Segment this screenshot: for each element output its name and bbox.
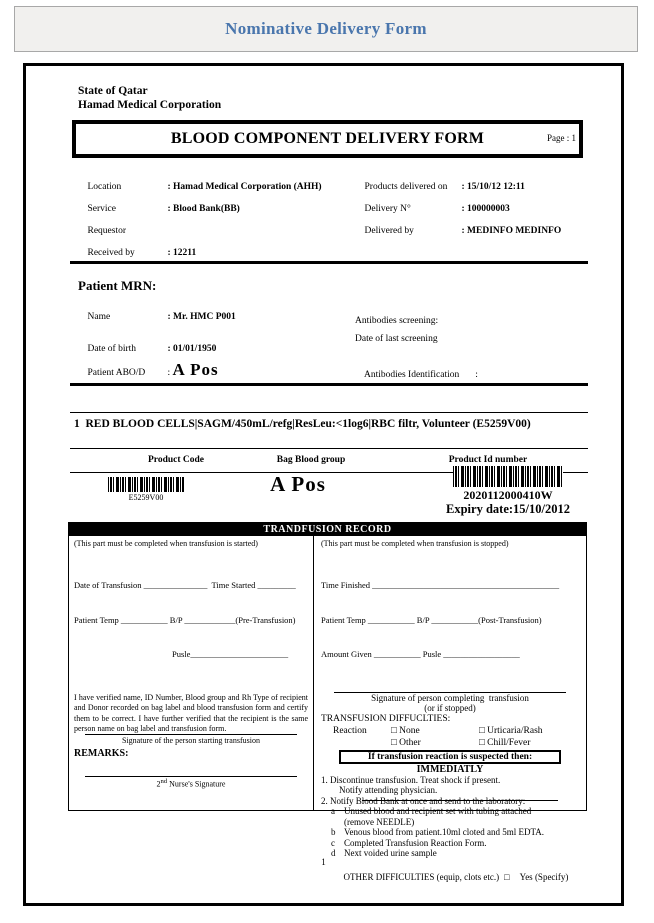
abo-label: Patient ABO/D bbox=[87, 368, 146, 378]
checkbox-icon: □ bbox=[479, 725, 485, 736]
step-2c-key: c bbox=[331, 837, 335, 848]
completing-signature-block bbox=[321, 692, 579, 713]
stop-field-row: Amount Given ___________ Pusle __________________ bbox=[321, 649, 520, 659]
immediately-label: IMMEDIATLY bbox=[416, 763, 484, 775]
product-id-barcode bbox=[453, 466, 563, 487]
delivered-on-value: : 15/10/12 12:11 bbox=[461, 182, 525, 192]
checkbox-icon: □ bbox=[504, 871, 510, 882]
suspected-reaction-box: If transfusion reaction is suspected then: bbox=[339, 750, 561, 764]
delivered-on-label: Products delivered on bbox=[364, 182, 448, 192]
document-page bbox=[23, 63, 624, 906]
transfusion-record-box bbox=[68, 522, 587, 882]
separator-line bbox=[70, 412, 588, 413]
checkbox-icon: □ bbox=[391, 725, 397, 736]
antibodies-id-label: Antibodies Identification bbox=[363, 370, 460, 380]
antibodies-id-colon: : bbox=[475, 370, 478, 380]
info-row-delivered-by bbox=[355, 216, 561, 246]
bag-blood-group-value: A Pos bbox=[270, 472, 326, 496]
step-2a-cont-text: (remove NEEDLE) bbox=[344, 816, 415, 827]
last-screening-label: Date of last screening bbox=[355, 334, 438, 344]
expiry-date: Expiry date:15/10/2012 bbox=[446, 502, 570, 516]
column-header-bag-blood-group: Bag Blood group bbox=[276, 455, 346, 465]
column-header-product-code: Product Code bbox=[147, 455, 205, 465]
stop-fields bbox=[321, 557, 579, 684]
option-none-label: None bbox=[399, 725, 420, 736]
step-1b: Notify attending physician. bbox=[339, 785, 438, 795]
transfusion-columns bbox=[69, 536, 586, 882]
reaction-steps bbox=[321, 775, 579, 859]
report-title-bar bbox=[14, 6, 638, 52]
product-id-value: 2020112000410W bbox=[463, 488, 553, 502]
option-urticaria-label: Urticaria/Rash bbox=[487, 725, 543, 736]
org-country: State of Qatar bbox=[78, 85, 148, 97]
requestor-label: Requestor bbox=[87, 226, 127, 236]
other-difficulties-line bbox=[362, 800, 558, 801]
verification-statement: I have verified name, ID Number, Blood group and Rh Type of recipient and Donor recorded on bag label and blood transfusion form and certify them to be correct. I have further verified that the recipient is the same person name on bag label and transfusion form. bbox=[74, 692, 308, 733]
stop-field-row: Time Finished ____________________________________________ bbox=[321, 580, 560, 590]
received-by-value: : 12211 bbox=[167, 248, 197, 258]
delivery-no-label: Delivery N° bbox=[364, 204, 411, 214]
step-2a-key: a bbox=[331, 806, 335, 816]
delivery-no-value: : 100000003 bbox=[461, 204, 510, 214]
start-field-row: Date of Transfusion _______________ Time Started _________ bbox=[74, 580, 296, 590]
start-field-row: Pusle_______________________ bbox=[172, 649, 289, 659]
step-2: 2. Notify Blood Bank at once and send to the laboratory: bbox=[321, 795, 526, 806]
sig2-number: 2 bbox=[156, 779, 161, 789]
column-header-product-id: Product Id number bbox=[448, 455, 528, 465]
completing-signature-label: Signature of person completing transfusion bbox=[371, 692, 529, 703]
option-other-label: Other bbox=[399, 737, 421, 748]
reaction-label: Reaction bbox=[333, 725, 367, 736]
difficulties-heading: TRANSFUSION DIFFUCLTIES: bbox=[321, 713, 451, 724]
name-value: : Mr. HMC P001 bbox=[167, 312, 236, 322]
patient-name-row bbox=[78, 302, 236, 332]
step-2a-text: Unused blood and recipient set with tubing attached bbox=[344, 806, 532, 816]
transfusion-start-column bbox=[69, 536, 314, 810]
organization-header bbox=[78, 84, 221, 112]
product-code-barcode bbox=[108, 477, 184, 492]
name-label: Name bbox=[87, 312, 111, 322]
step-2a-cont bbox=[331, 817, 579, 828]
step-2a-cont-key bbox=[331, 817, 344, 828]
dob-value: : 01/01/1950 bbox=[167, 344, 217, 354]
reaction-label-spacer bbox=[333, 738, 391, 748]
stop-field-row: Patient Temp ___________ B/P ___________(Post-Transfusion) bbox=[321, 614, 542, 625]
product-code-value: E5259V00 bbox=[128, 493, 164, 502]
report-title: Nominative Delivery Form bbox=[225, 19, 427, 38]
checkbox-icon: □ bbox=[479, 737, 485, 748]
page-number: 1 bbox=[321, 857, 326, 867]
step-2a bbox=[331, 806, 579, 817]
starting-signature-line: Signature of the person starting transfusion bbox=[85, 734, 297, 745]
separator-line bbox=[70, 383, 588, 386]
reaction-option-none bbox=[391, 726, 479, 736]
service-value: : Blood Bank(BB) bbox=[167, 204, 240, 214]
abo-colon: : bbox=[167, 368, 171, 378]
step-2d-key: d bbox=[331, 848, 336, 858]
location-label: Location bbox=[87, 182, 122, 192]
org-name: Hamad Medical Corporation bbox=[78, 99, 222, 111]
location-value: : Hamad Medical Corporation (AHH) bbox=[167, 182, 322, 192]
step-2d-text: Next voided urine sample bbox=[344, 848, 437, 858]
reaction-option-other bbox=[391, 738, 479, 748]
checkbox-icon: □ bbox=[391, 737, 397, 748]
step-2b-text: Venous blood from patient.10ml cloted and 5ml EDTA. bbox=[344, 827, 544, 837]
form-title-box bbox=[72, 120, 583, 158]
or-if-stopped-label: (or if stopped) bbox=[424, 702, 476, 713]
step-2c bbox=[331, 838, 579, 849]
second-nurse-signature-line bbox=[85, 776, 297, 789]
received-by-label: Received by bbox=[87, 248, 135, 258]
sig2-text: Nurse's Signature bbox=[167, 779, 226, 789]
reaction-option-urticaria bbox=[479, 726, 543, 736]
delivered-by-label: Delivered by bbox=[364, 226, 414, 236]
start-note: (This part must be completed when transfusion is started) bbox=[74, 539, 258, 548]
reaction-option-chill bbox=[479, 738, 530, 748]
other-difficulties-label: OTHER DIFFICULTIES (equip, clots etc.) bbox=[343, 871, 500, 882]
form-title: BLOOD COMPONENT DELIVERY FORM bbox=[170, 130, 485, 147]
dob-label: Date of birth bbox=[87, 344, 137, 354]
step-1: 1. Discontinue transfusion. Treat shock if present. bbox=[321, 774, 501, 785]
patient-mrn-heading: Patient MRN: bbox=[78, 278, 157, 293]
transfusion-stop-column bbox=[314, 536, 586, 882]
step-2b bbox=[331, 827, 579, 838]
step-2c-text: Completed Transfusion Reaction Form. bbox=[344, 837, 487, 848]
reaction-row-1 bbox=[333, 726, 579, 736]
abo-value: A Pos bbox=[172, 360, 219, 379]
start-field-row: Patient Temp ___________ B/P ____________(Pre-Transfusion) bbox=[74, 614, 296, 625]
remarks-label: REMARKS: bbox=[74, 747, 129, 759]
product-description: 1 RED BLOOD CELLS|SAGM/450mL/refg|ResLeu:<1log6|RBC filtr, Volunteer (E5259V00) bbox=[74, 418, 531, 430]
antibodies-screening-label: Antibodies screening: bbox=[355, 316, 439, 326]
delivered-by-value: : MEDINFO MEDINFO bbox=[461, 226, 562, 236]
step-2b-key: b bbox=[331, 827, 336, 837]
page-label: Page : 1 bbox=[547, 133, 576, 143]
yes-specify-label: Yes (Specify) bbox=[519, 871, 569, 882]
stop-note: (This part must be completed when transfusion is stopped) bbox=[321, 539, 509, 548]
start-fields bbox=[74, 557, 308, 684]
separator-line bbox=[70, 261, 588, 264]
service-label: Service bbox=[87, 204, 116, 214]
sig2-ordinal: nd bbox=[160, 778, 168, 785]
separator-line bbox=[70, 448, 588, 449]
transfusion-record-header: TRANDFUSION RECORD bbox=[69, 523, 586, 536]
option-chill-label: Chill/Fever bbox=[487, 737, 531, 748]
reaction-row-2 bbox=[333, 738, 579, 748]
